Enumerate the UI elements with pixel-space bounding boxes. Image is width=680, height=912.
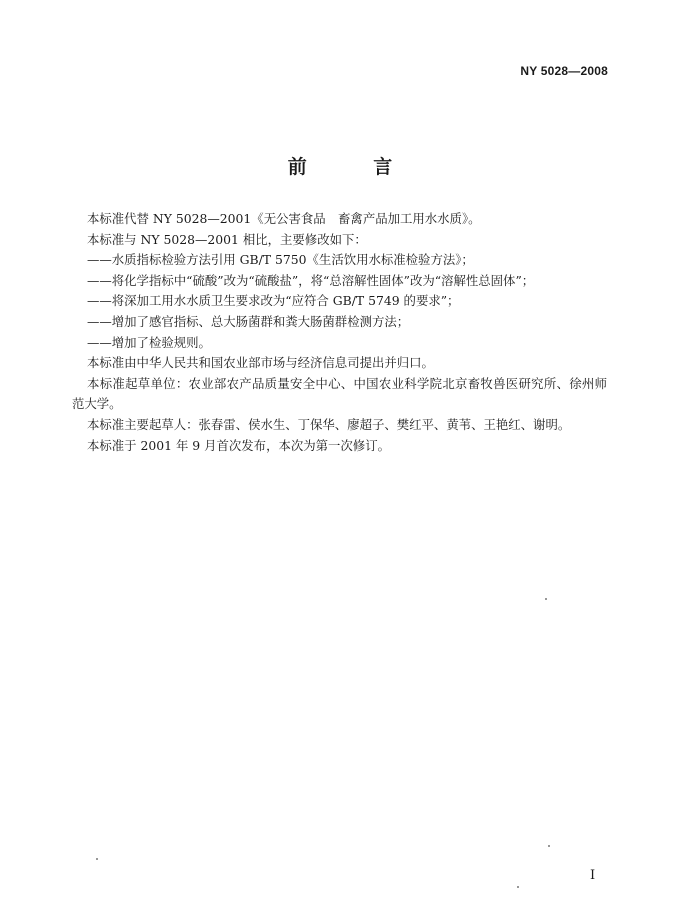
list-item-test-method: ——水质指标检验方法引用 GB/T 5750《生活饮用水标准检验方法》； bbox=[87, 252, 474, 268]
standard-code: NY 5028—2008 bbox=[520, 64, 608, 78]
paragraph-proposed-by: 本标准由中华人民共和国农业部市场与经济信息司提出并归口。 bbox=[87, 355, 434, 371]
paragraph-changes-intro: 本标准与 NY 5028—2001 相比，主要修改如下： bbox=[87, 231, 367, 247]
scan-speck bbox=[545, 598, 547, 600]
list-item-sensory-indicators: ——增加了感官指标、总大肠菌群和粪大肠菌群检测方法； bbox=[87, 313, 410, 329]
list-item-chemical-indicators: ——将化学指标中“硫酸”改为“硫酸盐”，将“总溶解性固体”改为“溶解性总固体”； bbox=[87, 272, 535, 288]
paragraph-history: 本标准于 2001 年 9 月首次发布，本次为第一次修订。 bbox=[87, 437, 390, 453]
list-item-deep-processing: ——将深加工用水水质卫生要求改为“应符合 GB/T 5749 的要求”； bbox=[87, 293, 460, 309]
foreword-body bbox=[72, 209, 607, 456]
page-title: 前 言 bbox=[287, 156, 423, 178]
scan-speck bbox=[548, 845, 550, 847]
page-number: I bbox=[590, 868, 596, 883]
paragraph-drafters: 本标准主要起草人：张春雷、侯水生、丁保华、廖超子、樊红平、黄苇、王艳红、谢明。 bbox=[87, 416, 571, 432]
paragraph-drafting-units: 本标准起草单位：农业部农产品质量安全中心、中国农业科学院北京畜牧兽医研究所、徐州师范大学。 bbox=[72, 375, 607, 412]
scan-speck bbox=[517, 886, 519, 888]
paragraph-replaces: 本标准代替 NY 5028—2001《无公害食品 畜禽产品加工用水水质》。 bbox=[87, 211, 481, 226]
scan-speck bbox=[96, 858, 98, 860]
list-item-inspection-rules: ——增加了检验规则。 bbox=[87, 334, 211, 350]
